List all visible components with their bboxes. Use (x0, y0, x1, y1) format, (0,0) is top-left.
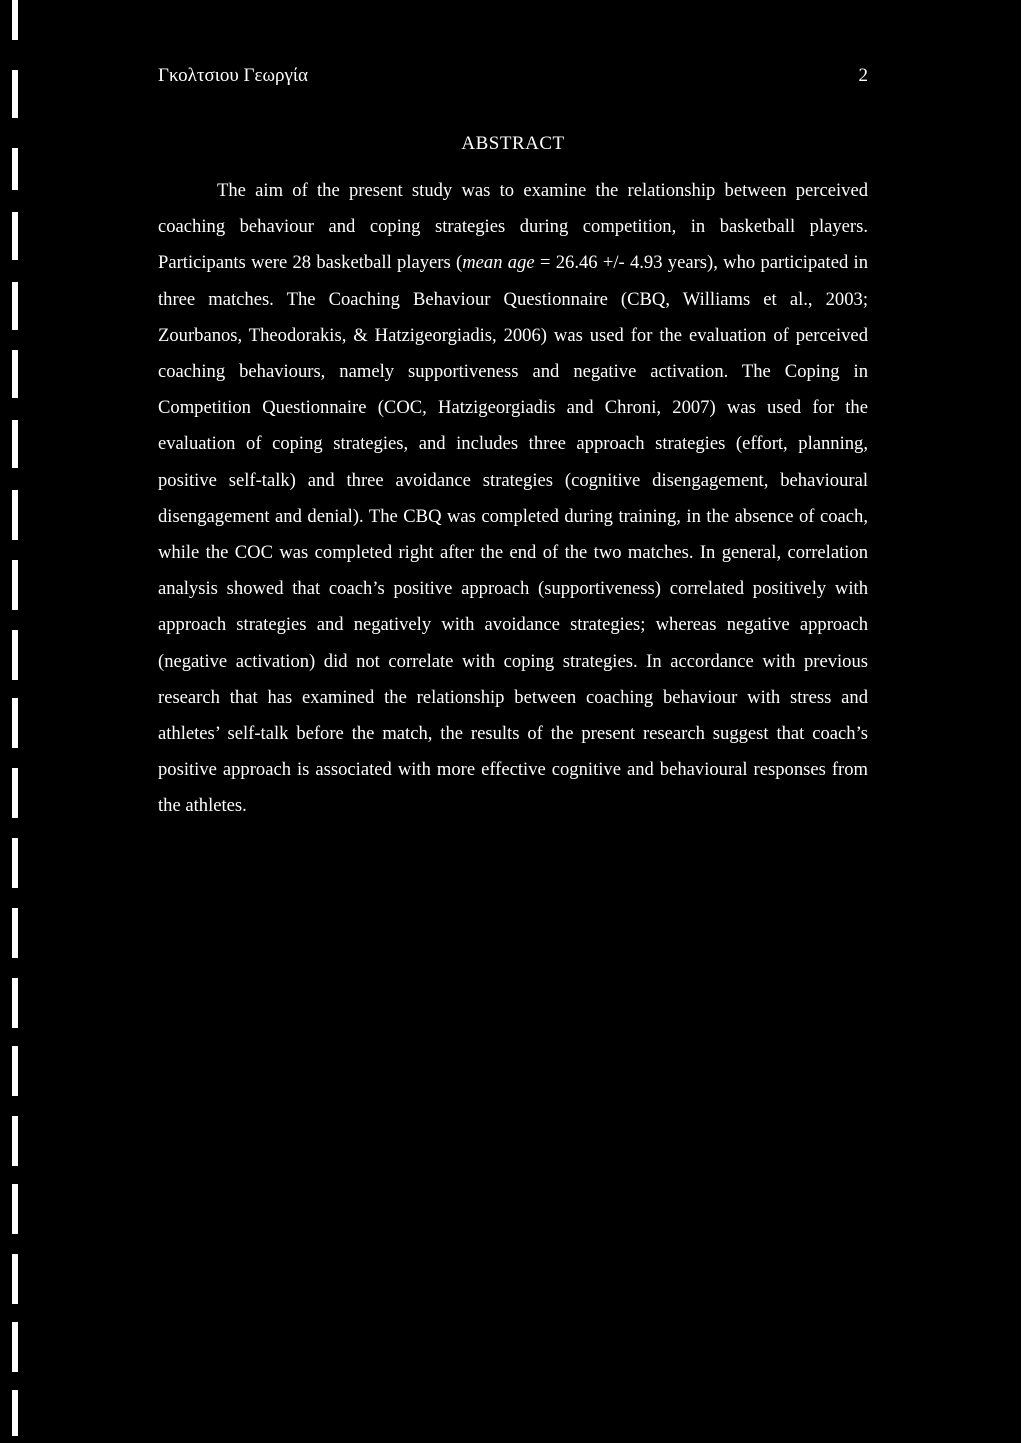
abstract-paragraph (158, 173, 868, 825)
margin-mark (12, 282, 18, 330)
margin-mark (12, 768, 18, 818)
margin-mark (12, 838, 18, 888)
margin-mark (12, 420, 18, 468)
margin-mark (12, 490, 18, 540)
margin-mark (12, 1390, 18, 1436)
scan-margin-marks (12, 0, 20, 1443)
margin-mark (12, 698, 18, 748)
margin-mark (12, 1254, 18, 1304)
margin-mark (12, 70, 18, 118)
margin-mark (12, 978, 18, 1028)
running-header (158, 62, 868, 90)
margin-mark (12, 0, 18, 40)
margin-mark (12, 908, 18, 958)
abstract-text-part-2: = 26.46 +/- 4.93 years), who participated in three matches. The Coaching Behaviour Questionnaire (CBQ, Williams et al., 2003; Zourbanos, Theodorakis, & Hatzigeorgiadis, 2006) was used for the evaluation of perceived coaching behaviours, namely supportiveness and negative activation. The Coping in Competition Questionnaire (COC, Hatzigeorgiadis and Chroni, 2007) was used for the evaluation of coping strategies, and includes three approach strategies (effort, planning, positive self-talk) and three avoidance strategies (cognitive disengagement, behavioural disengagement and denial). The CBQ was completed during training, in the absence of coach, while the COC was completed right after the end of the two matches. In general, correlation analysis showed that coach’s positive approach (supportiveness) correlated positively with approach strategies and negatively with avoidance strategies; whereas negative approach (negative activation) did not correlate with coping strategies. In accordance with previous research that has examined the relationship between coaching behaviour with stress and athletes’ self-talk before the match, the results of the present research suggest that coach’s positive approach is associated with more effective cognitive and behavioural responses from the athletes. (158, 252, 868, 817)
margin-mark (12, 630, 18, 680)
margin-mark (12, 212, 18, 260)
margin-mark (12, 560, 18, 610)
header-author: Γκολτσιου Γεωργία (158, 65, 308, 86)
margin-mark (12, 1322, 18, 1372)
margin-mark (12, 1046, 18, 1096)
margin-mark (12, 1116, 18, 1166)
abstract-text-part-1: The aim of the present study was to examine the relationship between perceived coaching behaviour and coping strategies during competition, in basketball players. Participants were 28 basketball players ( (158, 180, 868, 274)
abstract-heading: ABSTRACT (461, 133, 565, 154)
margin-mark (12, 148, 18, 190)
page-number: 2 (858, 65, 868, 86)
mean-age-label: mean age (462, 252, 535, 274)
margin-mark (12, 1184, 18, 1234)
margin-mark (12, 350, 18, 398)
